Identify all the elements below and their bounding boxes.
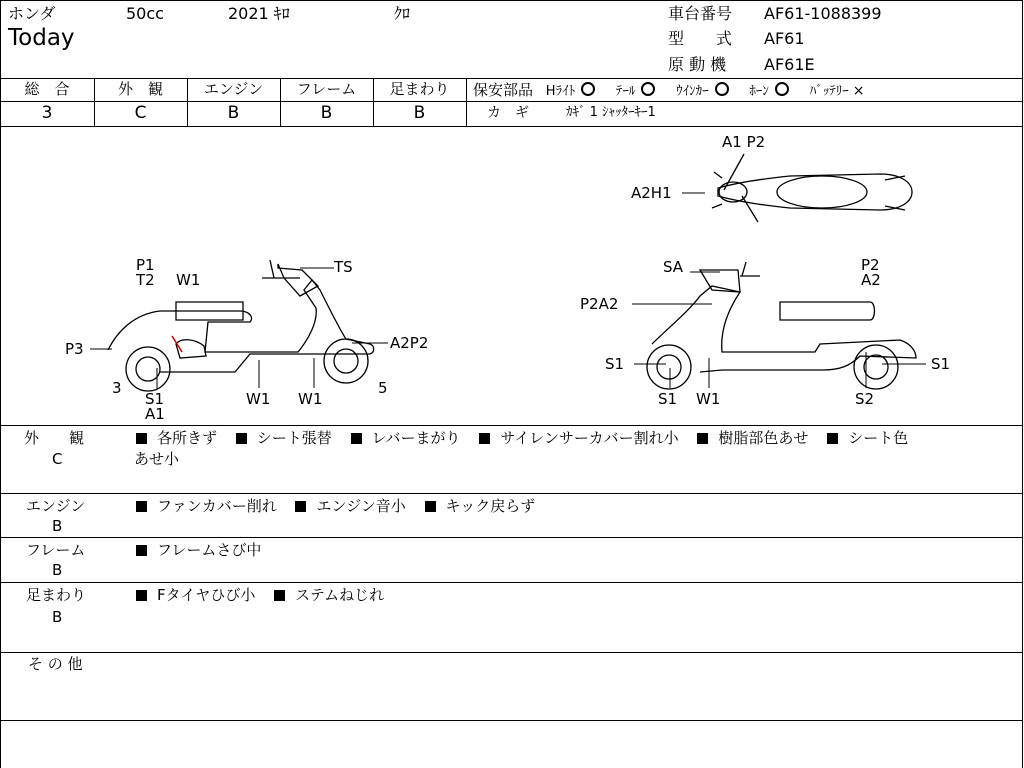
score-value-engine: B [227, 103, 240, 123]
displacement: 50cc [126, 4, 164, 23]
score-value-suspension: B [413, 103, 426, 123]
label-SA: SA [663, 258, 684, 276]
model-name: Today [8, 25, 75, 51]
label-3: 3 [112, 379, 122, 397]
label-P2: P2 [861, 256, 880, 274]
score-label-suspension: 足まわり [389, 80, 450, 98]
label-A2: A2 [861, 271, 881, 289]
safety-item-tail: ﾃｰﾙ [616, 84, 656, 99]
safety-item-battery: ﾊﾞｯﾃﾘｰ × [809, 83, 865, 99]
score-value-frame: B [320, 103, 333, 123]
section-label-other: そ の 他 [28, 655, 83, 673]
line-eng-bottom [0, 537, 1023, 538]
label-P2A2: P2A2 [580, 295, 619, 313]
score-divider [466, 78, 467, 126]
bullet-icon [827, 433, 838, 444]
bullet-icon [136, 433, 147, 444]
bullet-icon [136, 501, 147, 512]
bullet-icon [274, 590, 285, 601]
label-T2: T2 [136, 271, 155, 289]
label-S1: S1 [605, 355, 625, 373]
label-A1: A1 [145, 405, 165, 423]
bullet-icon [136, 590, 147, 601]
label-P3: P3 [65, 340, 84, 358]
border-top [0, 0, 1023, 1]
label-W1: W1 [696, 390, 721, 408]
key-label: カ ギ [487, 105, 529, 121]
section-grade-frame: B [52, 561, 63, 579]
bullet-icon [479, 433, 490, 444]
color: ｸﾛ [394, 4, 411, 23]
safety-label: 保安部品 [473, 81, 534, 99]
section-grade-engine: B [52, 517, 63, 535]
section-grade-exterior: C [52, 450, 63, 468]
key-value: ｶｷﾞ 1 ｼｬｯﾀｰｷｰ1 [566, 105, 656, 120]
line-diagram-bottom [0, 425, 1023, 426]
bullet-icon [295, 501, 306, 512]
top-view-scooter [712, 154, 912, 222]
section-issues-frame: フレームさび中 [136, 543, 261, 558]
engine-value: AF61E [764, 55, 815, 74]
score-label-frame: フレーム [296, 80, 357, 98]
ok-ring-icon [715, 82, 729, 96]
bullet-icon [351, 433, 362, 444]
bullet-icon [236, 433, 247, 444]
ok-ring-icon [581, 82, 595, 96]
safety-item-winker: ｳｲﾝｶｰ [676, 84, 729, 99]
line-other-bottom [0, 720, 1023, 721]
label-A2H1: A2H1 [631, 184, 672, 202]
label-A1P2: A1 P2 [722, 133, 766, 151]
label-P1: P1 [136, 256, 155, 274]
frame-no-label: 車台番号 [668, 4, 733, 23]
label-TS: TS [334, 258, 353, 276]
line-header-bottom [0, 78, 1023, 79]
line-scores-mid [0, 101, 1023, 102]
safety-row [473, 82, 864, 98]
type-value: AF61 [764, 29, 805, 48]
ok-ring-icon [641, 82, 655, 96]
safety-item-headlight: Hﾗｲﾄ [546, 84, 595, 99]
line-susp-bottom [0, 652, 1023, 653]
engine-label: 原 動 機 [668, 55, 727, 74]
section-label-frame: フレーム [26, 541, 86, 559]
section-issues-exterior-cont: あせ小 [134, 450, 180, 468]
section-issues-engine: ファンカバー削れ エンジン音小 キック戻らず [136, 499, 535, 514]
score-label-overall: 総 合 [24, 80, 70, 98]
section-label-engine: エンジン [26, 497, 86, 515]
label-S1: S1 [931, 355, 951, 373]
label-W1: W1 [176, 271, 201, 289]
section-issues-suspension: Fタイヤひび小 ステムねじれ [136, 588, 384, 603]
score-value-overall: 3 [41, 103, 53, 123]
label-A2P2: A2P2 [390, 334, 429, 352]
score-value-exterior: C [134, 103, 147, 123]
section-issues-exterior: 各所きず シート張替 レバーまがり サイレンサーカバー割れ小 樹脂部色あせ シート色 [136, 431, 908, 446]
maker: ホンダ [8, 4, 56, 23]
safety-item-horn: ﾎｰﾝ [749, 84, 789, 99]
bullet-icon [136, 545, 147, 556]
frame-no: AF61-1088399 [764, 4, 882, 23]
line-frame-bottom [0, 582, 1023, 583]
section-label-exterior: 外 観 [24, 429, 85, 447]
label-S2: S2 [855, 390, 875, 408]
section-label-suspension: 足まわり [26, 586, 87, 604]
label-S1: S1 [145, 390, 165, 408]
label-W1: W1 [298, 390, 323, 408]
bullet-icon [697, 433, 708, 444]
type-label: 型 式 [668, 29, 733, 48]
bullet-icon [425, 501, 436, 512]
ng-cross-icon: × [852, 83, 865, 99]
section-grade-suspension: B [52, 608, 63, 626]
label-W1: W1 [246, 390, 271, 408]
score-label-exterior: 外 観 [117, 80, 163, 98]
line-ext-bottom [0, 493, 1023, 494]
label-5: 5 [378, 379, 388, 397]
ok-ring-icon [775, 82, 789, 96]
label-S1: S1 [658, 390, 678, 408]
year: 2021 ｷﾛ [228, 4, 290, 23]
score-label-engine: エンジン [203, 80, 264, 98]
damage-diagram [0, 127, 1023, 425]
